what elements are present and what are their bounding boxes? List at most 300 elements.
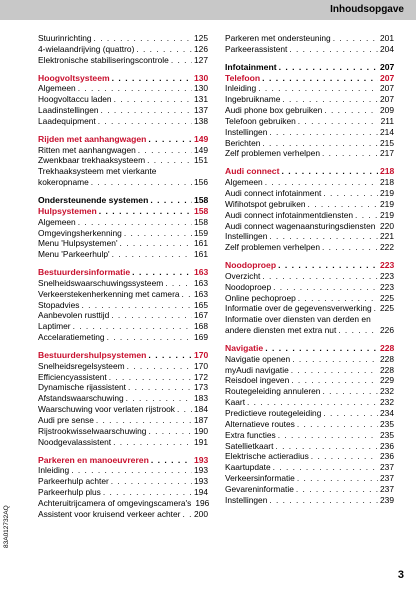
toc-leader-dots: [292, 354, 378, 365]
toc-leader-dots: [111, 476, 192, 487]
toc-entry-page: 165: [194, 299, 208, 310]
toc-entry-page: 234: [380, 408, 394, 418]
toc-entry-label: Hulpsystemen: [38, 205, 97, 216]
toc-entry-label: Menu 'Parkeerhulp': [38, 249, 110, 260]
toc-entry-label: Audi phone box gebruiken: [225, 105, 323, 116]
toc-entry[interactable]: [225, 419, 394, 430]
toc-entry-page: 222: [380, 242, 394, 253]
toc-entry[interactable]: [225, 138, 394, 149]
toc-entry[interactable]: [225, 83, 394, 94]
toc-entry[interactable]: [225, 484, 394, 495]
toc-entry[interactable]: [225, 451, 394, 462]
toc-entry-label: Gevareninformatie: [225, 483, 294, 494]
toc-entry-page: 170: [194, 349, 209, 360]
toc-entry[interactable]: [225, 33, 394, 44]
toc-entry[interactable]: [225, 210, 394, 221]
toc-leader-dots: [275, 441, 378, 452]
toc-entry-label: Audi connect infotainmentdiensten: [225, 209, 354, 220]
toc-entry-label: Omgevingsherkenning: [38, 227, 122, 238]
toc-entry-label: Waarschuwing voor verlaten rijstrook: [38, 404, 175, 415]
toc-entry-page: 228: [380, 342, 395, 353]
toc-entry-page: 183: [194, 393, 208, 404]
toc-entry-page: 201: [380, 33, 394, 43]
toc-leader-dots: [323, 188, 378, 199]
toc-entry-page: 225: [380, 292, 394, 303]
toc-leader-dots: [265, 177, 378, 188]
toc-entry-label: Laptimer: [38, 321, 71, 332]
toc-section-heading[interactable]: [38, 206, 208, 217]
toc-entry[interactable]: [38, 278, 208, 289]
toc-entry[interactable]: [38, 33, 208, 44]
toc-entry-label: Noodoproep: [225, 260, 277, 271]
toc-entry-page: 219: [380, 198, 394, 209]
toc-entry[interactable]: [225, 293, 394, 304]
toc-leader-dots: [262, 73, 378, 84]
toc-leader-dots: [269, 495, 378, 506]
toc-leader-dots: [182, 509, 192, 520]
toc-column-right: [225, 33, 394, 506]
toc-entry-page: 207: [380, 61, 395, 72]
toc-entry-page: 193: [194, 454, 209, 465]
toc-entry[interactable]: [225, 105, 394, 116]
toc-entry[interactable]: [225, 282, 394, 293]
toc-entry-label: Audi connect wagenaansturingsdiensten: [225, 220, 376, 231]
toc-leader-dots: [291, 365, 378, 376]
toc-entry-page: 232: [380, 386, 394, 397]
toc-leader-dots: [265, 343, 378, 354]
toc-entry[interactable]: [38, 382, 208, 393]
toc-entry-label: Kaart: [225, 397, 246, 408]
toc-entry-label: Parkeren en manoeuvreren: [38, 454, 149, 465]
toc-entry[interactable]: [225, 354, 394, 365]
toc-leader-dots: [282, 94, 378, 105]
toc-leader-dots: [289, 44, 378, 55]
toc-section-heading[interactable]: [38, 350, 208, 361]
toc-entry-page: 207: [380, 83, 394, 94]
toc-entry-label: Trekhaaksysteem met vierkante: [38, 166, 157, 177]
toc-entry[interactable]: [225, 44, 394, 55]
toc-entry-page: 209: [380, 105, 394, 116]
toc-entry-label: Laadequipment: [38, 115, 96, 126]
toc-entry-label: Dynamische rijassistent: [38, 382, 126, 393]
toc-leader-dots: [78, 83, 192, 94]
toc-entry-page: 228: [380, 353, 394, 364]
toc-entry[interactable]: [225, 325, 394, 336]
toc-entry-label: Elektronische stabiliseringscontrole: [38, 54, 169, 65]
toc-entry[interactable]: [38, 465, 208, 476]
toc-entry[interactable]: [38, 487, 208, 498]
toc-entry-label: Achteruitrijcamera of omgevingscamera's: [38, 497, 192, 508]
toc-entry-page: 130: [194, 72, 209, 83]
toc-leader-dots: [269, 231, 378, 242]
toc-entry-page: 237: [380, 462, 394, 473]
toc-entry-label: Rijstrookwisselwaarschuwing: [38, 425, 147, 436]
toc-entry-label: Berichten: [225, 137, 261, 148]
toc-entry-page: 191: [194, 436, 208, 447]
toc-entry-page: 168: [194, 321, 208, 332]
toc-leader-dots: [377, 221, 378, 232]
toc-entry[interactable]: [38, 509, 208, 520]
toc-leader-dots: [99, 206, 192, 217]
toc-leader-dots: [138, 145, 192, 156]
toc-entry[interactable]: [38, 116, 208, 127]
toc-entry-label: Infotainment: [225, 61, 277, 72]
toc-leader-dots: [126, 393, 192, 404]
toc-leader-dots: [71, 465, 192, 476]
toc-entry-label: Zelf problemen verhelpen: [225, 148, 320, 159]
toc-entry-label: andere diensten met extra nut: [225, 325, 337, 336]
toc-entry-page: 204: [380, 43, 394, 54]
toc-entry-page: 161: [194, 249, 208, 260]
toc-leader-dots: [322, 242, 378, 253]
toc-entry[interactable]: [38, 55, 208, 66]
toc-entry-page: 130: [194, 83, 208, 94]
toc-entry-page: 169: [194, 332, 208, 343]
toc-entry-page: 184: [194, 404, 208, 415]
toc-leader-dots: [132, 267, 192, 278]
toc-leader-dots: [374, 303, 378, 314]
toc-entry-page: 236: [380, 451, 394, 462]
toc-leader-dots: [96, 415, 192, 426]
toc-entry-label: Telefoon: [225, 72, 261, 83]
toc-entry[interactable]: [225, 430, 394, 441]
toc-entry-label: Ingebruikname: [225, 94, 281, 105]
toc-entry-continued[interactable]: [225, 314, 394, 325]
toc-entry-label: Algemeen: [38, 216, 76, 227]
toc-entry-page: 235: [380, 429, 394, 440]
toc-section-heading[interactable]: [225, 260, 394, 271]
toc-entry-page: 167: [194, 310, 208, 321]
toc-entry[interactable]: [225, 462, 394, 473]
toc-entry-page: 232: [380, 397, 394, 408]
toc-leader-dots: [296, 484, 378, 495]
toc-leader-dots: [148, 426, 192, 437]
toc-entry[interactable]: [38, 476, 208, 487]
toc-leader-dots: [262, 271, 378, 282]
toc-entry-label: Bestuurdersinformatie: [38, 267, 131, 278]
toc-entry-label: Instellingen: [225, 126, 268, 137]
toc-entry-label: Parkeerhulp plus: [38, 487, 101, 498]
toc-entry-page: 163: [194, 267, 209, 278]
toc-entry[interactable]: [38, 44, 208, 55]
toc-entry-label: Zelf problemen verhelpen: [225, 242, 320, 253]
toc-section-heading[interactable]: [38, 455, 208, 466]
toc-entry-page: 219: [380, 187, 394, 198]
toc-entry-label: Aanbevolen rusttijd: [38, 310, 110, 321]
toc-entry[interactable]: [38, 249, 208, 260]
toc-entry-label: Instellingen: [225, 231, 268, 242]
toc-leader-dots: [73, 321, 192, 332]
toc-entry[interactable]: [38, 498, 208, 509]
toc-entry[interactable]: [225, 116, 394, 127]
toc-entry-page: 217: [380, 148, 394, 159]
toc-entry[interactable]: [38, 361, 208, 372]
toc-entry-continued[interactable]: [38, 166, 208, 177]
toc-entry-label: Snelheidsregelsysteem: [38, 360, 125, 371]
toc-entry-label: Routegeleiding annuleren: [225, 386, 321, 397]
toc-leader-dots: [278, 430, 378, 441]
header-bar: [0, 0, 416, 20]
toc-entry[interactable]: [38, 105, 208, 116]
toc-leader-dots: [322, 386, 378, 397]
toc-entry-page: 149: [194, 144, 208, 155]
toc-entry[interactable]: [225, 199, 394, 210]
toc-section-heading[interactable]: [225, 62, 394, 73]
toc-entry[interactable]: [38, 426, 208, 437]
toc-entry-label: Kaartupdate: [225, 462, 271, 473]
toc-entry-page: 190: [194, 425, 208, 436]
toc-entry-label: Extra functies: [225, 429, 276, 440]
toc-entry[interactable]: [225, 365, 394, 376]
toc-leader-dots: [91, 177, 192, 188]
toc-entry-label: Snelheidswaarschuwingssysteem: [38, 277, 164, 288]
toc-leader-dots: [147, 155, 192, 166]
toc-entry-page: 215: [380, 137, 394, 148]
toc-entry-label: Afstandswaarschuwing: [38, 393, 124, 404]
toc-entry-page: 228: [380, 364, 394, 375]
toc-entry-page: 226: [380, 325, 394, 336]
toc-leader-dots: [297, 473, 378, 484]
toc-leader-dots: [136, 44, 192, 55]
toc-leader-dots: [311, 451, 378, 462]
toc-entry[interactable]: [38, 415, 208, 426]
toc-entry-label: Stuurinrichting: [38, 33, 92, 43]
toc-entry-page: 158: [194, 194, 209, 205]
page-number: 3: [397, 569, 404, 581]
toc-leader-dots: [78, 217, 192, 228]
toc-entry-page: 236: [380, 440, 394, 451]
toc-entry-page: 235: [380, 418, 394, 429]
toc-entry-page: 172: [194, 371, 208, 382]
toc-entry-page: 125: [194, 33, 208, 43]
toc-entry[interactable]: [225, 94, 394, 105]
toc-entry[interactable]: [225, 231, 394, 242]
toc-section-heading[interactable]: [225, 73, 394, 84]
toc-leader-dots: [273, 462, 378, 473]
toc-gap: [38, 66, 208, 73]
toc-entry-page: 163: [194, 288, 208, 299]
toc-entry-page: 229: [380, 375, 394, 386]
toc-entry-page: 138: [194, 115, 208, 126]
toc-entry[interactable]: [38, 321, 208, 332]
toc-gap: [38, 343, 208, 350]
toc-leader-dots: [279, 62, 378, 73]
toc-entry-page: 239: [380, 494, 394, 505]
toc-entry[interactable]: [225, 242, 394, 253]
toc-entry[interactable]: [225, 441, 394, 452]
toc-entry[interactable]: [38, 83, 208, 94]
toc-entry[interactable]: [38, 393, 208, 404]
toc-section-heading[interactable]: [38, 73, 208, 84]
toc-entry-label: Informatie over de gegevensverwerking: [225, 303, 372, 314]
toc-entry-label: Instellingen: [225, 494, 268, 505]
toc-leader-dots: [291, 375, 378, 386]
toc-entry-label: Parkeerhulp achter: [38, 476, 109, 487]
toc-leader-dots: [98, 116, 192, 127]
toc-entry[interactable]: [225, 408, 394, 419]
toc-leader-dots: [81, 300, 192, 311]
toc-entry[interactable]: [38, 94, 208, 105]
toc-entry-page: 194: [194, 487, 208, 498]
toc-entry-label: Accelaratiemeting: [38, 332, 105, 343]
toc-entry-page: 163: [194, 277, 208, 288]
toc-entry-label: Verkeersinformatie: [225, 473, 295, 484]
toc-entry-label: Inleiding: [38, 465, 70, 476]
toc-gap: [225, 159, 394, 166]
toc-entry-label: Ritten met aanhangwagen: [38, 144, 136, 155]
toc-entry[interactable]: [225, 148, 394, 159]
toc-leader-dots: [148, 134, 192, 145]
toc-entry-page: 131: [194, 94, 208, 105]
toc-entry-label: Efficiencyassistent: [38, 371, 107, 382]
toc-leader-dots: [262, 138, 378, 149]
toc-leader-dots: [112, 73, 192, 84]
toc-entry-label: 4-wielaandrijving (quattro): [38, 43, 135, 54]
toc-entry-page: 149: [194, 133, 209, 144]
toc-entry-page: 220: [380, 220, 394, 231]
toc-leader-dots: [171, 55, 192, 66]
toc-entry-label: Bestuurdershulpsystemen: [38, 349, 147, 360]
toc-entry[interactable]: [225, 397, 394, 408]
toc-leader-dots: [111, 310, 192, 321]
toc-entry-page: 158: [194, 216, 208, 227]
toc-entry[interactable]: [38, 372, 208, 383]
toc-entry-page: 223: [380, 270, 394, 281]
toc-leader-dots: [101, 105, 192, 116]
toc-entry[interactable]: [38, 332, 208, 343]
toc-leader-dots: [273, 282, 378, 293]
toc-leader-dots: [258, 83, 378, 94]
toc-entry-label: Reisdoel ingeven: [225, 375, 290, 386]
toc-leader-dots: [281, 166, 378, 177]
toc-entry-label: Algemeen: [225, 177, 263, 188]
toc-entry-page: 237: [380, 473, 394, 484]
toc-entry-label: Navigatie: [225, 342, 264, 353]
toc-leader-dots: [323, 408, 378, 419]
toc-leader-dots: [150, 195, 192, 206]
toc-entry-label: Navigatie openen: [225, 353, 291, 364]
toc-entry[interactable]: [38, 145, 208, 156]
toc-gap: [38, 448, 208, 455]
toc-leader-dots: [107, 332, 192, 343]
toc-entry[interactable]: [38, 289, 208, 300]
toc-column-left: [38, 33, 208, 520]
toc-entry[interactable]: [225, 473, 394, 484]
toc-entry[interactable]: [225, 386, 394, 397]
toc-section-heading[interactable]: [225, 166, 394, 177]
toc-entry-page: 156: [194, 177, 208, 188]
toc-entry-page: 161: [194, 238, 208, 249]
toc-entry-label: Inleiding: [225, 83, 257, 94]
toc-entry-label: Parkeerassistent: [225, 43, 288, 54]
toc-entry[interactable]: [225, 271, 394, 282]
toc-entry-page: 193: [194, 476, 208, 487]
toc-leader-dots: [109, 372, 192, 383]
toc-leader-dots: [338, 325, 378, 336]
toc-entry-page: 221: [380, 231, 394, 242]
toc-entry-label: kokeropname: [38, 177, 89, 188]
toc-entry-label: Satellietkaart: [225, 440, 274, 451]
toc-entry[interactable]: [225, 303, 394, 314]
toc-leader-dots: [297, 419, 378, 430]
toc-leader-dots: [324, 105, 378, 116]
toc-entry-page: 218: [380, 166, 395, 177]
toc-entry-page: 219: [380, 209, 394, 220]
toc-leader-dots: [103, 487, 192, 498]
toc-entry[interactable]: [225, 127, 394, 138]
toc-entry[interactable]: [225, 188, 394, 199]
toc-entry-page: 223: [380, 260, 395, 271]
toc-entry-label: Verkeerstekenherkenning met camera: [38, 288, 180, 299]
toc-entry-page: 200: [194, 508, 208, 519]
toc-entry-label: Laadinstellingen: [38, 105, 99, 116]
toc-entry-label: Audi connect infotainment: [225, 187, 322, 198]
toc-entry[interactable]: [225, 177, 394, 188]
toc-entry[interactable]: [38, 177, 208, 188]
toc-entry-page: 137: [194, 105, 208, 116]
toc-entry-label: Noodoproep: [225, 281, 272, 292]
toc-entry[interactable]: [38, 238, 208, 249]
toc-entry[interactable]: [38, 155, 208, 166]
toc-section-heading[interactable]: [38, 134, 208, 145]
toc-entry-label: Stopadvies: [38, 299, 80, 310]
toc-leader-dots: [151, 455, 192, 466]
toc-entry[interactable]: [38, 437, 208, 448]
toc-section-heading[interactable]: [225, 343, 394, 354]
toc-entry-label: Wifihotspot gebruiken: [225, 198, 306, 209]
toc-entry[interactable]: [38, 404, 208, 415]
toc-leader-dots: [120, 238, 192, 249]
toc-entry-label: Noodgevalassistent: [38, 436, 112, 447]
toc-entry-page: 207: [380, 72, 395, 83]
toc-entry[interactable]: [38, 217, 208, 228]
toc-section-heading[interactable]: [38, 267, 208, 278]
toc-section-heading[interactable]: [38, 195, 208, 206]
toc-entry[interactable]: [38, 300, 208, 311]
toc-leader-dots: [333, 33, 378, 44]
toc-entry-label: Alternatieve routes: [225, 418, 295, 429]
toc-entry-label: Menu 'Hulpsystemen': [38, 238, 118, 249]
toc-entry-page: 127: [194, 54, 208, 65]
toc-leader-dots: [278, 260, 378, 271]
toc-entry-label: Ondersteunende systemen: [38, 194, 149, 205]
toc-leader-dots: [113, 437, 192, 448]
toc-entry-page: 193: [194, 465, 208, 476]
toc-entry-label: Elektrische actieradius: [225, 451, 309, 462]
toc-entry-label: Telefoon gebruiken: [225, 115, 296, 126]
toc-gap: [38, 127, 208, 134]
toc-leader-dots: [322, 148, 378, 159]
toc-entry-page: 207: [380, 94, 394, 105]
toc-entry-label: Hoogvoltsysteem: [38, 72, 110, 83]
toc-entry[interactable]: [38, 228, 208, 239]
toc-entry-label: Audi connect: [225, 166, 280, 177]
toc-entry-page: 158: [194, 205, 209, 216]
toc-entry-label: myAudi navigatie: [225, 364, 289, 375]
toc-entry[interactable]: [225, 221, 394, 232]
toc-entry[interactable]: [225, 375, 394, 386]
toc-entry-label: Overzicht: [225, 270, 261, 281]
toc-entry-page: 211: [380, 115, 394, 126]
toc-leader-dots: [247, 397, 378, 408]
toc-leader-dots: [94, 33, 192, 44]
toc-gap: [38, 188, 208, 195]
toc-entry[interactable]: [38, 310, 208, 321]
toc-entry-page: 159: [194, 227, 208, 238]
toc-entry[interactable]: [225, 495, 394, 506]
toc-entry-page: 187: [194, 415, 208, 425]
toc-entry-page: 237: [380, 483, 394, 494]
